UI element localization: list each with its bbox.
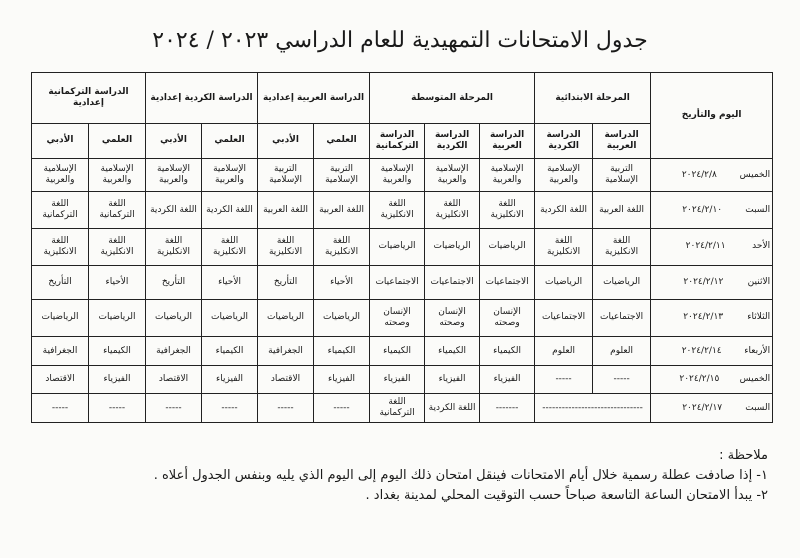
subject-cell: الاقتصاد [146, 365, 202, 394]
day-name: الخميس [739, 374, 771, 385]
subject-cell: الاجتماعيات [480, 265, 535, 299]
subject-cell: الرياضيات [535, 265, 593, 299]
subject-cell: الفيزياء [314, 365, 370, 394]
notes-section [28, 446, 768, 506]
subject-cell: اللغة التركمانية [370, 394, 425, 423]
subject-cell: اللغة الانكليزية [32, 229, 89, 266]
day-date-cell [651, 299, 773, 337]
subject-cell: الكيمياء [370, 337, 425, 366]
subject-cell: اللغة التركمانية [89, 192, 146, 229]
subject-cell: الفيزياء [370, 365, 425, 394]
subject-cell: ----- [89, 394, 146, 423]
day-name: الخميس [739, 169, 771, 180]
schedule-row [32, 229, 773, 266]
subject-cell: التأريخ [32, 265, 89, 299]
subject-cell: اللغة الكردية [535, 192, 593, 229]
subject-cell: ----- [593, 365, 651, 394]
note-line-1: ١- إذا صادفت عطلة رسمية خلال أيام الامتحانات فينقل امتحان ذلك اليوم إلى اليوم الذي يليه وبنفس الجدول أعلاه . [153, 468, 768, 483]
schedule-row [32, 158, 773, 192]
subject-cell: الأحياء [202, 265, 258, 299]
subject-cell: الإنسان وصحته [425, 299, 480, 337]
sub-header-cell: الأدبي [146, 124, 202, 159]
schedule-row [32, 365, 773, 394]
sub-header-cell: العلمي [202, 124, 258, 159]
sub-header-cell: الدراسة الكردية [535, 124, 593, 159]
subject-cell: ----- [146, 394, 202, 423]
arabic-prep-header: الدراسة العربية إعدادية [258, 73, 370, 124]
exam-date: ٢٠٢٤/٢/١٣ [683, 312, 724, 323]
subject-cell: الإسلامية والعربية [370, 158, 425, 192]
subject-cell: العلوم [593, 337, 651, 366]
subject-cell: اللغة العربية [258, 192, 314, 229]
subject-cell: الأحياء [314, 265, 370, 299]
day-name: الأربعاء [744, 345, 771, 356]
day-name: الثلاثاء [747, 312, 771, 323]
sub-header-cell: الأدبي [32, 124, 89, 159]
subject-cell: الفيزياء [425, 365, 480, 394]
schedule-row [32, 299, 773, 337]
exam-schedule-table [31, 72, 773, 423]
subject-cell: الرياضيات [425, 229, 480, 266]
day-date-cell [651, 229, 773, 266]
subject-cell: العلوم [535, 337, 593, 366]
subject-cell: الرياضيات [146, 299, 202, 337]
subject-cell: الإسلامية والعربية [425, 158, 480, 192]
subject-cell: الاجتماعيات [593, 299, 651, 337]
sub-header-cell: العلمي [314, 124, 370, 159]
subject-cell: اللغة الانكليزية [258, 229, 314, 266]
subject-cell: الرياضيات [258, 299, 314, 337]
turkmen-prep-header: الدراسة التركمانية إعدادية [32, 73, 146, 124]
sub-header-cell: الدراسة العربية [593, 124, 651, 159]
subject-cell: الرياضيات [314, 299, 370, 337]
subject-cell: الإسلامية والعربية [146, 158, 202, 192]
subject-cell: اللغة التركمانية [32, 192, 89, 229]
subject-cell: الاجتماعيات [370, 265, 425, 299]
page-title: جدول الامتحانات التمهيدية للعام الدراسي ٢٠٢٣ / ٢٠٢٤ [152, 28, 648, 53]
exam-date: ٢٠٢٤/٢/١١ [685, 241, 726, 252]
exam-date: ٢٠٢٤/٢/١٤ [681, 345, 722, 356]
exam-date: ٢٠٢٤/٢/٨ [681, 169, 717, 180]
exam-date: ٢٠٢٤/٢/١٥ [679, 374, 720, 385]
subject-cell: التربية الإسلامية [258, 158, 314, 192]
note-line-2: ٢- يبدأ الامتحان الساعة التاسعة صباحاً حسب التوقيت المحلي لمدينة بغداد . [365, 488, 768, 503]
subject-cell: الرياضيات [593, 265, 651, 299]
subject-cell: اللغة الكردية [425, 394, 480, 423]
schedule-row [32, 265, 773, 299]
notes-heading: ملاحظة : [719, 448, 768, 463]
primary-stage-header: المرحلة الابتدائية [535, 73, 651, 124]
subject-cell: ----- [202, 394, 258, 423]
subject-cell: الإسلامية والعربية [89, 158, 146, 192]
day-date-cell [651, 394, 773, 423]
day-date-header: اليوم والتأريخ [651, 73, 773, 159]
subject-cell: الكيمياء [89, 337, 146, 366]
subject-cell: التأريخ [146, 265, 202, 299]
exam-date: ٢٠٢٤/٢/١٠ [682, 204, 723, 215]
subject-cell: اللغة الانكليزية [535, 229, 593, 266]
sub-header-cell: الدراسة الكردية [425, 124, 480, 159]
subject-cell: اللغة الانكليزية [89, 229, 146, 266]
subject-cell: الكيمياء [202, 337, 258, 366]
subject-cell: اللغة الانكليزية [370, 192, 425, 229]
schedule-row [32, 192, 773, 229]
sub-header-cell: الدراسة التركمانية [370, 124, 425, 159]
subject-cell: ----- [314, 394, 370, 423]
subject-cell: ------------------------------- [535, 394, 651, 423]
day-date-cell [651, 337, 773, 366]
subject-cell: الرياضيات [32, 299, 89, 337]
subject-cell: الكيمياء [425, 337, 480, 366]
subject-cell: الرياضيات [202, 299, 258, 337]
subject-cell: الفيزياء [480, 365, 535, 394]
subject-cell: التأريخ [258, 265, 314, 299]
day-date-cell [651, 265, 773, 299]
subject-cell: الإنسان وصحته [480, 299, 535, 337]
subject-cell: التربية الإسلامية [314, 158, 370, 192]
subject-cell: الرياضيات [480, 229, 535, 266]
subject-cell: الإسلامية والعربية [202, 158, 258, 192]
day-date-cell [651, 192, 773, 229]
exam-date: ٢٠٢٤/٢/١٢ [683, 276, 724, 287]
subject-cell: اللغة العربية [593, 192, 651, 229]
subject-cell: الجغرافية [146, 337, 202, 366]
subject-cell: الإسلامية والعربية [535, 158, 593, 192]
sub-header-cell: الدراسة العربية [480, 124, 535, 159]
subject-cell: اللغة الانكليزية [480, 192, 535, 229]
subject-cell: الاجتماعيات [535, 299, 593, 337]
subject-cell: الرياضيات [370, 229, 425, 266]
subject-cell: الإسلامية والعربية [480, 158, 535, 192]
schedule-row [32, 337, 773, 366]
subject-cell: الجغرافية [258, 337, 314, 366]
subject-cell: الكيمياء [480, 337, 535, 366]
subject-cell: الاقتصاد [258, 365, 314, 394]
subject-cell: الإسلامية والعربية [32, 158, 89, 192]
subject-cell: الفيزياء [202, 365, 258, 394]
subject-cell: اللغة العربية [314, 192, 370, 229]
day-date-cell [651, 158, 773, 192]
subject-cell: اللغة الانكليزية [593, 229, 651, 266]
day-name: السبت [745, 204, 771, 215]
subject-cell: اللغة الانكليزية [314, 229, 370, 266]
subject-cell: الإنسان وصحته [370, 299, 425, 337]
subject-cell: ----- [32, 394, 89, 423]
day-name: السبت [745, 402, 771, 413]
subject-cell: الرياضيات [89, 299, 146, 337]
subject-cell: التربية الإسلامية [593, 158, 651, 192]
subject-cell: اللغة الانكليزية [146, 229, 202, 266]
sub-header-cell: الأدبي [258, 124, 314, 159]
subject-cell: الاجتماعيات [425, 265, 480, 299]
subject-cell: اللغة الكردية [202, 192, 258, 229]
kurdish-prep-header: الدراسة الكردية إعدادية [146, 73, 258, 124]
subject-cell: الأحياء [89, 265, 146, 299]
subject-cell: ----- [258, 394, 314, 423]
day-name: الاثنين [747, 276, 771, 287]
subject-cell: الكيمياء [314, 337, 370, 366]
subject-cell: الفيزياء [89, 365, 146, 394]
subject-cell: ------- [480, 394, 535, 423]
intermediate-stage-header: المرحلة المتوسطة [370, 73, 535, 124]
day-date-cell [651, 365, 773, 394]
subject-cell: ----- [535, 365, 593, 394]
exam-date: ٢٠٢٤/٢/١٧ [682, 402, 723, 413]
subject-cell: الجغرافية [32, 337, 89, 366]
sub-header-cell: العلمي [89, 124, 146, 159]
subject-cell: اللغة الانكليزية [202, 229, 258, 266]
subject-cell: اللغة الانكليزية [425, 192, 480, 229]
schedule-row [32, 394, 773, 423]
subject-cell: اللغة الكردية [146, 192, 202, 229]
day-name: الأحد [752, 241, 771, 252]
subject-cell: الاقتصاد [32, 365, 89, 394]
